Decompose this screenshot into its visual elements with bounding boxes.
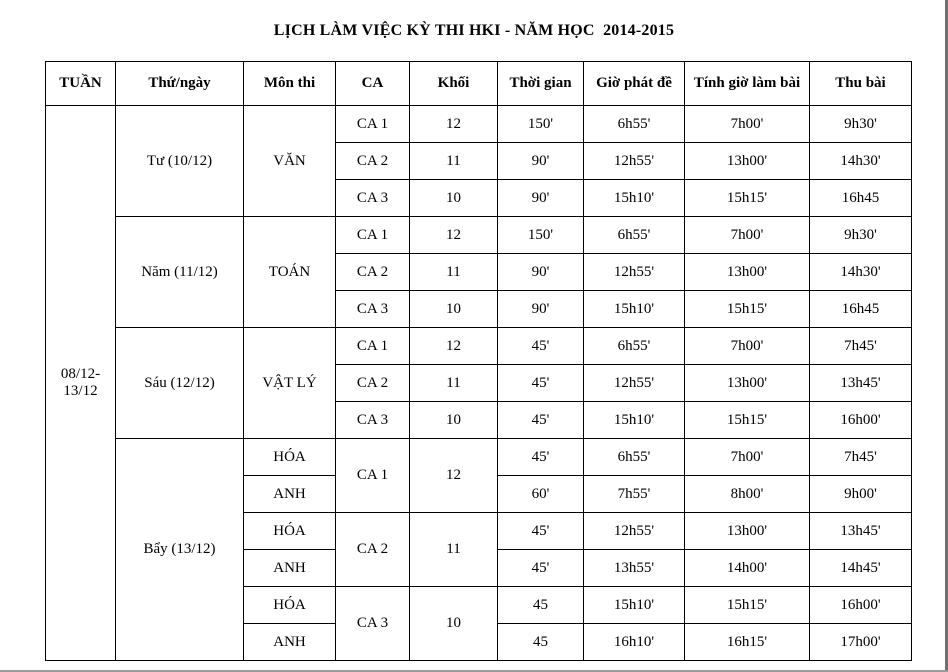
collect-cell: 7h45'	[810, 328, 912, 365]
hand-out-cell: 12h55'	[584, 254, 685, 291]
start-cell: 15h15'	[685, 587, 810, 624]
header-subject: Môn thi	[244, 62, 336, 106]
day-cell: Bẩy (13/12)	[116, 439, 244, 661]
hand-out-cell: 13h55'	[584, 550, 685, 587]
subject-cell: HÓA	[244, 513, 336, 550]
shift-cell: CA 3	[336, 402, 410, 439]
hand-out-cell: 12h55'	[584, 143, 685, 180]
start-cell: 15h15'	[685, 402, 810, 439]
shift-cell: CA 3	[336, 587, 410, 661]
collect-cell: 14h45'	[810, 550, 912, 587]
grade-cell: 10	[410, 587, 498, 661]
start-cell: 13h00'	[685, 254, 810, 291]
table-row	[46, 328, 912, 365]
page-title: LỊCH LÀM VIỆC KỲ THI HKI - NĂM HỌC 2014-2015	[273, 22, 675, 39]
grade-cell: 11	[410, 254, 498, 291]
hand-out-cell: 6h55'	[584, 106, 685, 143]
grade-cell: 12	[410, 217, 498, 254]
hand-out-cell: 15h10'	[584, 291, 685, 328]
duration-cell: 45'	[498, 550, 584, 587]
shift-cell: CA 2	[336, 254, 410, 291]
grade-cell: 12	[410, 328, 498, 365]
shift-cell: CA 2	[336, 365, 410, 402]
duration-cell: 90'	[498, 143, 584, 180]
subject-cell: TOÁN	[244, 217, 336, 328]
header-day: Thứ/ngày	[116, 62, 244, 106]
grade-cell: 12	[410, 106, 498, 143]
duration-cell: 150'	[498, 106, 584, 143]
day-cell: Sáu (12/12)	[116, 328, 244, 439]
collect-cell: 9h00'	[810, 476, 912, 513]
duration-cell: 45'	[498, 402, 584, 439]
hand-out-cell: 12h55'	[584, 365, 685, 402]
header-shift: CA	[336, 62, 410, 106]
collect-cell: 9h30'	[810, 217, 912, 254]
duration-cell: 90'	[498, 180, 584, 217]
collect-cell: 7h45'	[810, 439, 912, 476]
subject-cell: VẬT LÝ	[244, 328, 336, 439]
collect-cell: 16h00'	[810, 587, 912, 624]
hand-out-cell: 6h55'	[584, 328, 685, 365]
hand-out-cell: 6h55'	[584, 439, 685, 476]
subject-cell: HÓA	[244, 439, 336, 476]
start-cell: 16h15'	[685, 624, 810, 661]
duration-cell: 45'	[498, 365, 584, 402]
day-cell: Tư (10/12)	[116, 106, 244, 217]
hand-out-cell: 7h55'	[584, 476, 685, 513]
subject-cell: VĂN	[244, 106, 336, 217]
header-duration: Thời gian	[498, 62, 584, 106]
shift-cell: CA 1	[336, 217, 410, 254]
hand-out-cell: 15h10'	[584, 180, 685, 217]
header-collect: Thu bài	[810, 62, 912, 106]
start-cell: 15h15'	[685, 291, 810, 328]
shift-cell: CA 2	[336, 143, 410, 180]
header-row	[46, 62, 912, 106]
shift-cell: CA 2	[336, 513, 410, 587]
collect-cell: 16h45	[810, 291, 912, 328]
duration-cell: 45'	[498, 513, 584, 550]
collect-cell: 13h45'	[810, 365, 912, 402]
table-row	[46, 439, 912, 476]
duration-cell: 45	[498, 624, 584, 661]
hand-out-cell: 12h55'	[584, 513, 685, 550]
collect-cell: 16h00'	[810, 402, 912, 439]
hand-out-cell: 15h10'	[584, 587, 685, 624]
collect-cell: 14h30'	[810, 143, 912, 180]
duration-cell: 90'	[498, 254, 584, 291]
subject-cell: ANH	[244, 624, 336, 661]
exam-schedule-table	[45, 61, 912, 661]
hand-out-cell: 16h10'	[584, 624, 685, 661]
grade-cell: 11	[410, 513, 498, 587]
start-cell: 7h00'	[685, 328, 810, 365]
collect-cell: 17h00'	[810, 624, 912, 661]
collect-cell: 9h30'	[810, 106, 912, 143]
start-cell: 15h15'	[685, 180, 810, 217]
subject-cell: ANH	[244, 476, 336, 513]
subject-cell: ANH	[244, 550, 336, 587]
table-row	[46, 217, 912, 254]
grade-cell: 10	[410, 180, 498, 217]
start-cell: 7h00'	[685, 217, 810, 254]
duration-cell: 150'	[498, 217, 584, 254]
header-start: Tính giờ làm bài	[685, 62, 810, 106]
week-cell: 08/12-13/12	[46, 106, 116, 661]
header-week: TUẦN	[46, 62, 116, 106]
shift-cell: CA 3	[336, 291, 410, 328]
collect-cell: 13h45'	[810, 513, 912, 550]
header-hand-out: Giờ phát đề	[584, 62, 685, 106]
grade-cell: 11	[410, 365, 498, 402]
hand-out-cell: 6h55'	[584, 217, 685, 254]
start-cell: 7h00'	[685, 106, 810, 143]
shift-cell: CA 1	[336, 106, 410, 143]
day-cell: Năm (11/12)	[116, 217, 244, 328]
grade-cell: 10	[410, 291, 498, 328]
start-cell: 8h00'	[685, 476, 810, 513]
duration-cell: 60'	[498, 476, 584, 513]
hand-out-cell: 15h10'	[584, 402, 685, 439]
grade-cell: 10	[410, 402, 498, 439]
start-cell: 13h00'	[685, 143, 810, 180]
shift-cell: CA 3	[336, 180, 410, 217]
grade-cell: 12	[410, 439, 498, 513]
duration-cell: 45	[498, 587, 584, 624]
subject-cell: HÓA	[244, 587, 336, 624]
shift-cell: CA 1	[336, 439, 410, 513]
shift-cell: CA 1	[336, 328, 410, 365]
header-grade: Khối	[410, 62, 498, 106]
start-cell: 13h00'	[685, 513, 810, 550]
duration-cell: 45'	[498, 439, 584, 476]
duration-cell: 90'	[498, 291, 584, 328]
start-cell: 13h00'	[685, 365, 810, 402]
duration-cell: 45'	[498, 328, 584, 365]
start-cell: 14h00'	[685, 550, 810, 587]
grade-cell: 11	[410, 143, 498, 180]
start-cell: 7h00'	[685, 439, 810, 476]
collect-cell: 14h30'	[810, 254, 912, 291]
collect-cell: 16h45	[810, 180, 912, 217]
table-row	[46, 106, 912, 143]
